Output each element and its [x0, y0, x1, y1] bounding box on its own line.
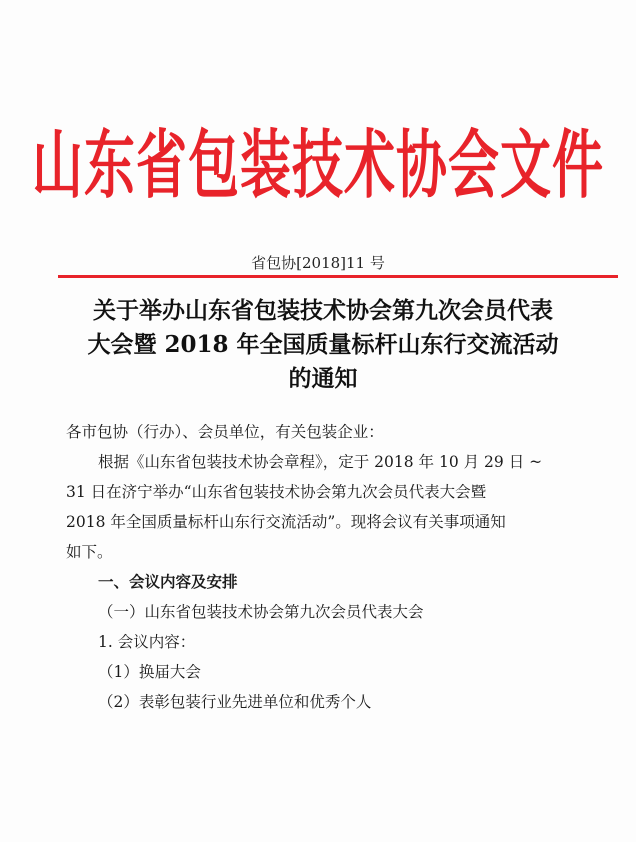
red-divider-line: [58, 275, 618, 278]
paragraph-line-4: 如下。: [66, 543, 113, 561]
subsection-heading: （一）山东省包装技术协会第九次会员代表大会: [98, 603, 424, 621]
title-line-1: 关于举办山东省包装技术协会第九次会员代表: [93, 297, 553, 324]
list-item: （1）换届大会: [98, 663, 201, 681]
document-number: 省包协[2018]11 号: [251, 254, 385, 272]
salutation: 各市包协（行办）、会员单位，有关包装企业：: [66, 423, 384, 441]
item-heading: 1. 会议内容：: [98, 633, 196, 651]
title-line-3: 的通知: [288, 365, 358, 392]
title-line-2: 大会暨 2018 年全国质量标杆山东行交流活动: [87, 331, 559, 358]
section-heading: 一、会议内容及安排: [98, 572, 238, 591]
paragraph-line-2: 31 日在济宁举办“山东省包装技术协会第九次会员代表大会暨: [66, 483, 487, 501]
document-body: [66, 417, 590, 717]
document-title: [50, 294, 596, 396]
paragraph-line-1: 根据《山东省包装技术协会章程》，定于 2018 年 10 月 29 日 ~: [98, 453, 543, 471]
list-item: （2）表彰包装行业先进单位和优秀个人: [98, 693, 372, 711]
org-header-title: 山东省包装技术协会文件: [31, 122, 604, 210]
paragraph-line-3: 2018 年全国质量标杆山东行交流活动”。现将会议有关事项通知: [66, 513, 506, 531]
